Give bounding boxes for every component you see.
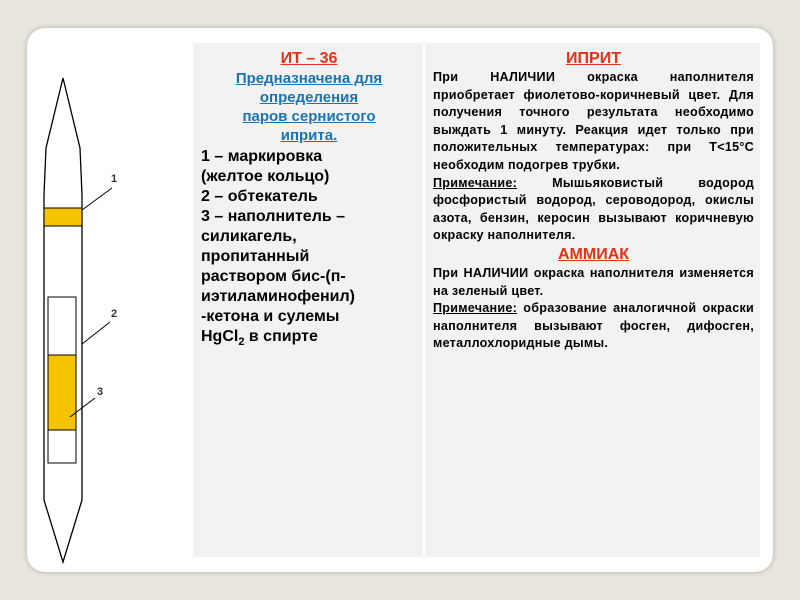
tube-lower-tip xyxy=(44,500,82,562)
callout-line-1 xyxy=(82,188,112,210)
formula-prefix: HgCl xyxy=(201,328,239,345)
detection-info-panel xyxy=(425,43,760,557)
purpose-line-2[interactable]: определения xyxy=(259,89,359,106)
iprit-note xyxy=(433,175,754,245)
callout-label-2: 2 xyxy=(111,308,118,320)
iprit-note-text: Мышьяковистый водород фосфористый водород, сероводород, окислы азота, бензин, керосин вызывают коричневую окраску наполнителя. xyxy=(433,175,754,243)
callout-label-3: 3 xyxy=(97,386,104,398)
purpose-line-4[interactable]: иприта. xyxy=(280,127,338,144)
iprit-note-label: Примечание: xyxy=(433,175,518,190)
component-line: (желтое кольцо) xyxy=(201,168,330,185)
component-line: иэтиламинофенил) xyxy=(201,288,355,305)
component-line: раствором бис-(п- xyxy=(201,268,346,285)
tube-description-panel xyxy=(193,43,423,557)
component-line: 1 – маркировка xyxy=(201,148,323,165)
iprit-title: ИПРИТ xyxy=(566,50,621,67)
ammiak-title: АММИАК xyxy=(557,245,630,263)
callout-label-1: 1 xyxy=(111,173,118,185)
purpose-line-3[interactable]: паров сернистого xyxy=(242,108,376,125)
filler xyxy=(48,355,76,430)
marking-ring xyxy=(44,208,82,226)
component-line: 2 – обтекатель xyxy=(201,188,318,205)
component-line: 3 – наполнитель – xyxy=(201,208,346,225)
ammiak-text: При НАЛИЧИИ окраска наполнителя изменяется на зеленый цвет. xyxy=(433,265,754,298)
iprit-text: При НАЛИЧИИ окраска наполнителя приобретает фиолетово-коричневый цвет. Для получения точного результата необходимо выждать 1 минуту. Реакция идет только при положительных температурах: при Т<15°С необходим подогрев трубки. xyxy=(433,70,754,172)
purpose-line-1[interactable]: Предназначена для xyxy=(235,70,383,87)
formula-suffix: в спирте xyxy=(244,328,318,345)
tube-upper-tip xyxy=(44,78,82,195)
tube-title: ИТ – 36 xyxy=(280,50,338,67)
ammiak-note-text: образование аналогичной окраски наполнителя вызывают фосген, дифосген, металлохлоридные дымы. xyxy=(433,301,754,351)
callout-line-2 xyxy=(82,322,110,344)
component-line: -кетона и сулемы xyxy=(201,308,340,325)
ammiak-note-label: Примечание: xyxy=(433,301,518,316)
ammiak-note xyxy=(433,300,754,353)
formula-subscript: 2 xyxy=(238,336,245,349)
component-line: пропитанный xyxy=(201,248,310,265)
component-line: силикагель, xyxy=(201,228,297,245)
formula-line xyxy=(201,327,417,352)
